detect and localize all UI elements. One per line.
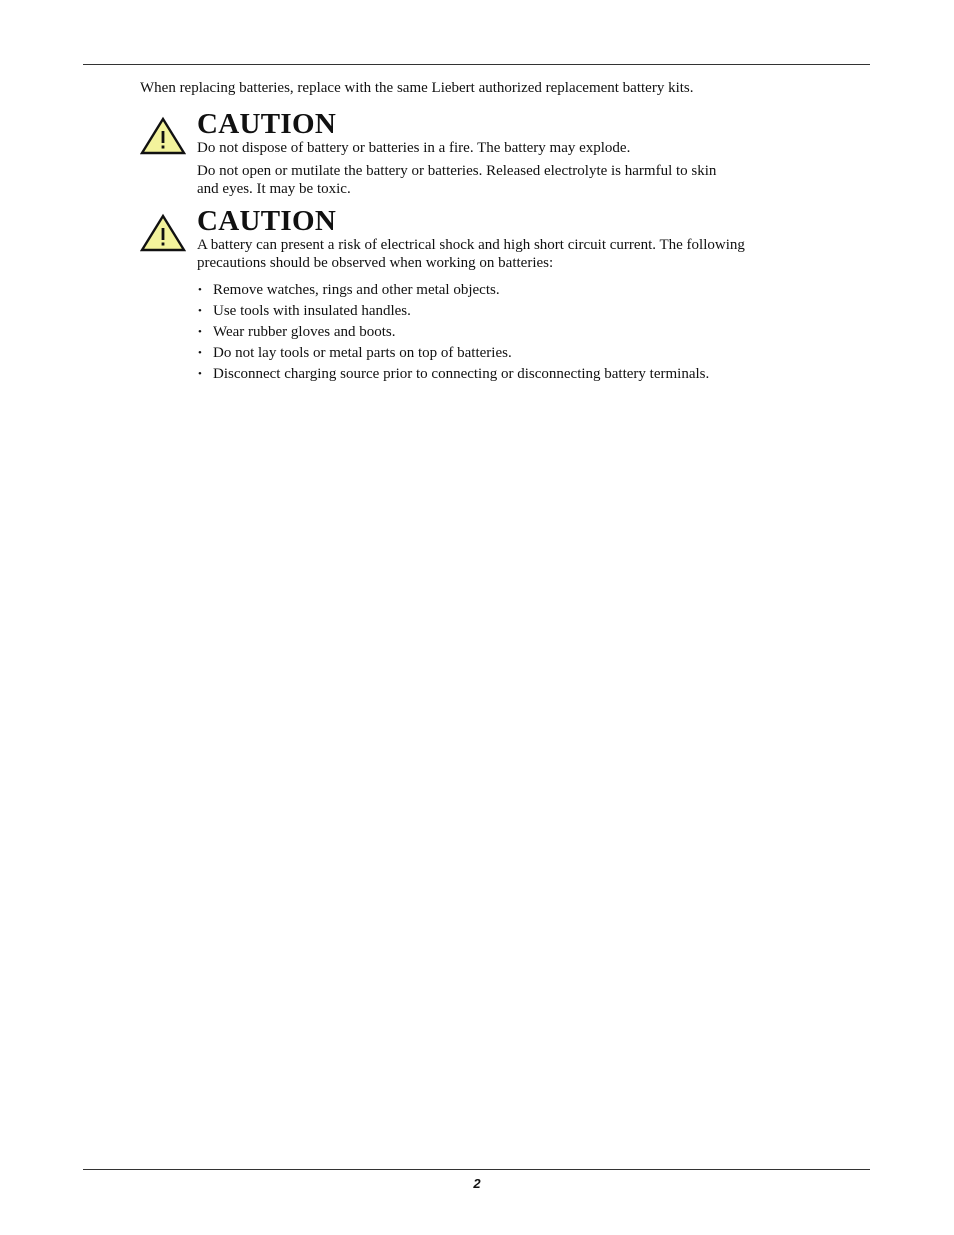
bullet-icon: •: [198, 326, 202, 338]
caution-body: [197, 236, 837, 385]
caution-heading: CAUTION: [197, 108, 337, 140]
list-item: • Wear rubber gloves and boots.: [197, 322, 837, 343]
list-item: • Remove watches, rings and other metal objects.: [197, 280, 837, 301]
caution-paragraph: A battery can present a risk of electrical shock and high short circuit current. The following precautions should be observed when working on batteries:: [197, 237, 745, 271]
caution-paragraph: Do not dispose of battery or batteries in a fire. The battery may explode.: [197, 140, 631, 156]
bullet-icon: •: [198, 284, 202, 296]
bullet-icon: •: [198, 305, 202, 317]
warning-triangle-icon: [140, 213, 186, 253]
header-rule: [83, 64, 870, 65]
bullet-icon: •: [198, 368, 202, 380]
list-item: • Use tools with insulated handles.: [197, 301, 837, 322]
precautions-list: [197, 280, 837, 385]
warning-triangle-icon: [140, 116, 186, 156]
caution-body: [197, 139, 837, 203]
footer-rule: [83, 1169, 870, 1170]
bullet-icon: •: [198, 347, 202, 359]
page-number: 2: [473, 1176, 481, 1191]
caution-paragraph: Do not open or mutilate the battery or batteries. Released electrolyte is harmful to skin and eyes. It may be toxic.: [197, 163, 717, 197]
list-item: • Do not lay tools or metal parts on top of batteries.: [197, 343, 837, 364]
caution-heading: CAUTION: [197, 205, 337, 237]
list-item: • Disconnect charging source prior to connecting or disconnecting battery terminals.: [197, 364, 837, 385]
intro-paragraph: When replacing batteries, replace with the same Liebert authorized replacement battery kits.: [140, 80, 694, 96]
